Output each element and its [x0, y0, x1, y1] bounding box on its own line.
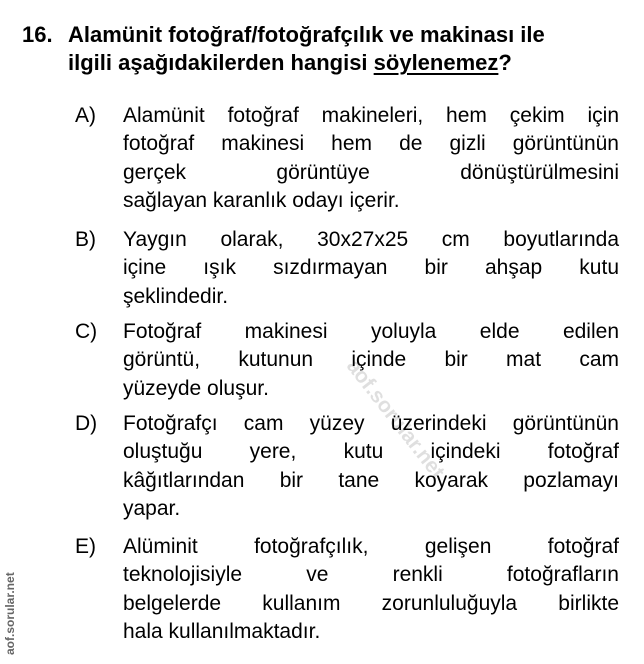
option-letter: D): [75, 412, 98, 435]
option-text-line: Yaygın olarak, 30x27x25 cm boyutlarında: [123, 228, 619, 251]
watermark-diagonal: aof.sorular.net: [341, 355, 450, 484]
option-text-line: hala kullanılmaktadır.: [123, 619, 321, 643]
option-text-line: yüzeyde oluşur.: [123, 376, 269, 400]
option-text: [123, 533, 619, 646]
option-letter: A): [75, 104, 96, 127]
question-text: ilgili aşağıdakilerden hangisi: [68, 50, 374, 75]
option-text-line: teknolojisiyle ve renkli fotoğrafların: [123, 563, 619, 587]
option-text-line: sağlayan karanlık odayı içerir.: [123, 188, 400, 212]
option-text-line: belgelerde kullanım zorunluluğuyla birlikte: [123, 591, 619, 615]
option-text-line: kâğıtlarından bir tane koyarak pozlamayı: [123, 468, 619, 492]
option-text-line: Fotoğraf makinesi yoluyla elde edilen: [123, 320, 619, 343]
option-text-line: Fotoğrafçı cam yüzey üzerindeki görüntünün: [123, 412, 619, 435]
option-text: [123, 226, 619, 311]
question-emphasis: söylenemez: [373, 50, 499, 75]
question-line-2: [68, 50, 618, 76]
option-text-line: Alüminit fotoğrafçılık, gelişen fotoğraf: [123, 535, 619, 558]
option-text-line: içine ışık sızdırmayan bir ahşap kutu: [123, 256, 619, 280]
question-line-1: Alamünit fotoğraf/fotoğrafçılık ve makinası ile: [68, 22, 545, 47]
question-mark: ?: [498, 50, 512, 75]
option-text-line: oluştuğu yere, kutu içindeki fotoğraf: [123, 440, 619, 464]
option-letter: C): [75, 320, 98, 343]
question-number: 16.: [22, 22, 53, 47]
option-text-line: gerçek görüntüye dönüştürülmesini: [123, 160, 619, 184]
option-text-line: fotoğraf makinesi hem de gizli görüntünün: [123, 132, 619, 156]
option-text: [123, 102, 619, 215]
option-text-line: yapar.: [123, 496, 181, 520]
option-text-line: şeklindedir.: [123, 284, 229, 308]
watermark-vertical: aof.sorular.net: [3, 572, 17, 655]
option-text-line: Alamünit fotoğraf makineleri, hem çekim için: [123, 104, 619, 127]
option-text-line: görüntü, kutunun içinde bir mat cam: [123, 348, 619, 372]
option-text: [123, 410, 619, 523]
option-letter: E): [75, 535, 96, 558]
option-letter: B): [75, 228, 96, 251]
